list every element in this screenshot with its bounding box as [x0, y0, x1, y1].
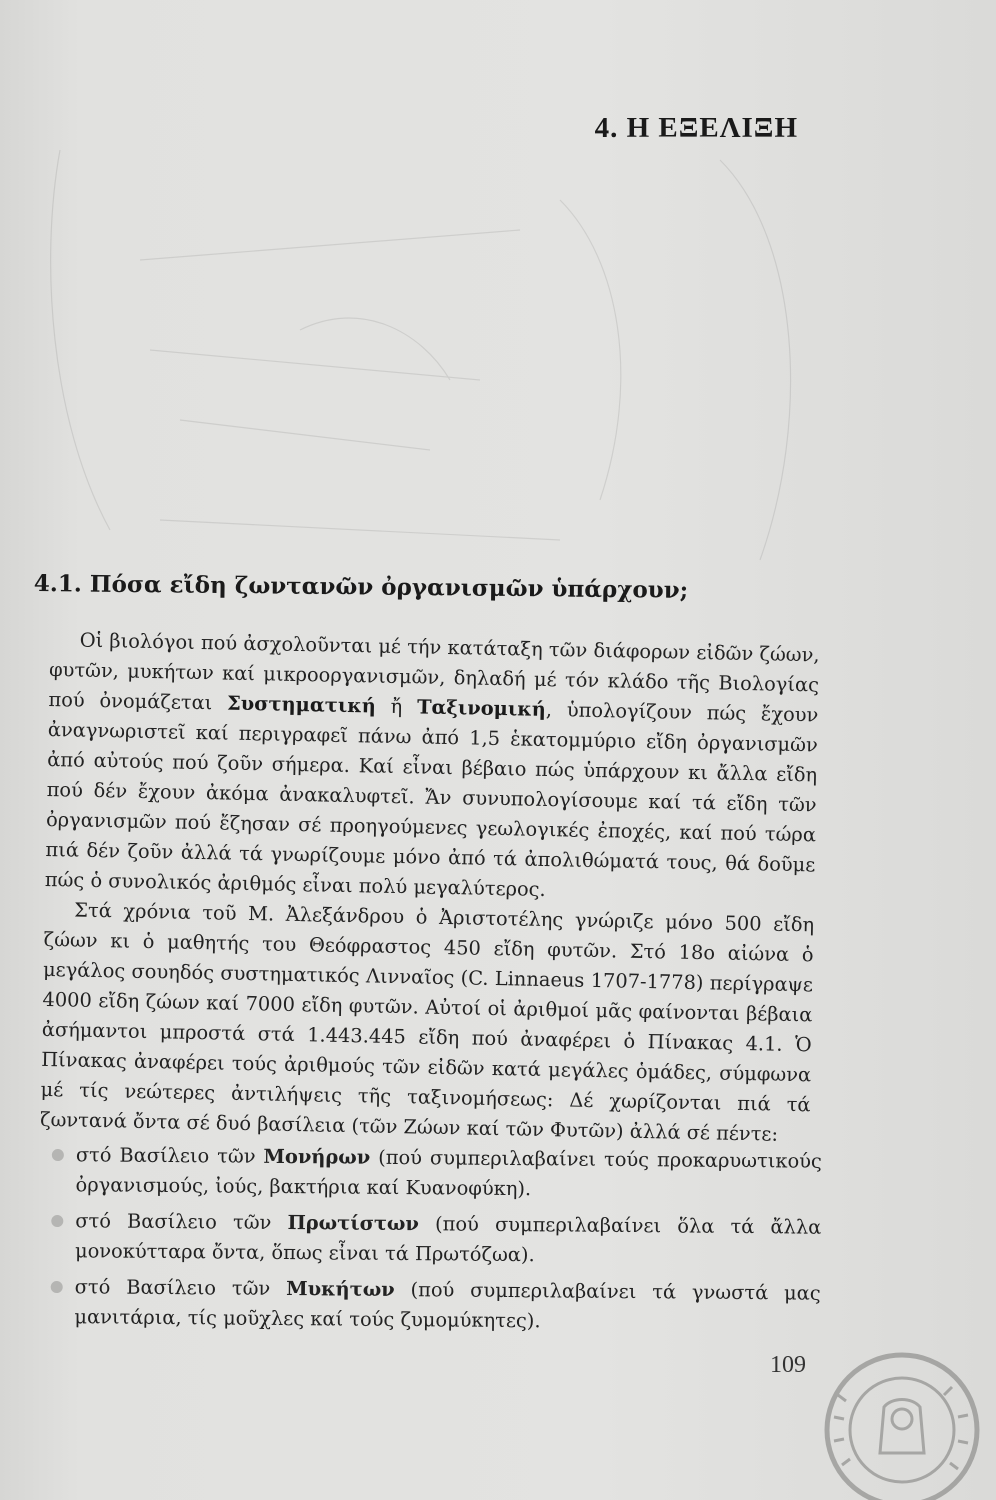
- kingdom-prefix: στό Βασίλειο τῶν: [75, 1209, 288, 1235]
- term-systematics: Συστηματική: [226, 691, 377, 718]
- term-taxonomy: Ταξινομική: [416, 695, 547, 721]
- paragraph-1-or: ἤ: [375, 694, 418, 719]
- paragraph-2: Στά χρόνια τοῦ Μ. Ἀλεξάνδρου ὁ Ἀριστοτέλης γνώριζε μόνο 500 εἴδη ζώων κι ὁ μαθητής του Θεόφραστος 450 εἴδη φυτῶν. Στό 18ο αἰώνα ὁ μεγάλος σουηδός συστηματικός Λινναῖος (C. Linnaeus 1707-1778) περίγραψε 4000 εἴδη ζώων καί 7000 εἴδη φυτῶν. Αὐτοί οἱ ἀριθμοί μᾶς φαίνονται βέβαια ἀσήμαντοι μπροστά στά 1.443.445 εἴδη πού ἀναφέρει ὁ Πίνακας 4.1. Ὁ Πίνακας ἀναφέρει τούς ἀριθμούς τῶν εἰδῶν κατά μεγάλες ὁμάδες, σύμφωνα μέ τίς νεώτερες ἀντιλήψεις τῆς ταξινομήσεως: Δέ χωρίζονται πιά τά ζωντανά ὄντα σέ δυό βασίλεια (τῶν Ζώων καί τῶν Φυτῶν) ἀλλά σέ πέντε:: [39, 898, 815, 1146]
- kingdom-name-fungi: Μυκήτων: [286, 1277, 395, 1301]
- body-text: [40, 625, 820, 1150]
- kingdom-name-monera: Μονήρων: [263, 1144, 371, 1169]
- bleed-through-figure: [0, 0, 996, 600]
- kingdom-description: (πού συμπεριλαβαίνει τά γνωστά μας μανιτάρια, τίς μοῦχλες καί τούς ζυμομύκητες).: [74, 1277, 821, 1333]
- bullet-dot-icon: [51, 1215, 63, 1227]
- kingdom-prefix: στό Βασίλειο τῶν: [75, 1143, 264, 1168]
- chapter-title: 4. Η ΕΞΕΛΙΞΗ: [594, 112, 798, 144]
- bullet-dot-icon: [51, 1281, 63, 1293]
- kingdom-description: (πού συμπεριλαβαίνει τούς προκαρυωτικούς ὀργανισμούς, ἰούς, βακτήρια καί Κυανοφύκη).: [75, 1145, 822, 1201]
- kingdom-name-protista: Πρωτίστων: [287, 1211, 420, 1236]
- list-item: [51, 1140, 821, 1207]
- library-stamp-icon: [812, 1345, 982, 1500]
- kingdom-list: [50, 1140, 822, 1345]
- section-heading: 4.1. Πόσα εἴδη ζωντανῶν ὀργανισμῶν ὑπάρχουν;: [33, 570, 689, 604]
- list-item: [50, 1272, 820, 1339]
- page-number: 109: [770, 1352, 806, 1378]
- paragraph-1: [45, 625, 820, 910]
- kingdom-description: (πού συμπεριλαβαίνει ὅλα τά ἄλλα μονοκύτταρα ὄντα, ὅπως εἶναι τά Πρωτόζωα).: [74, 1212, 822, 1267]
- list-item: [51, 1206, 821, 1273]
- kingdom-prefix: στό Βασίλειο τῶν: [74, 1275, 287, 1301]
- bullet-dot-icon: [52, 1149, 64, 1161]
- paragraph-1-text-b: , ὑπολογίζουν πώς ἔχουν ἀναγνωριστεῖ καί περιγραφεῖ πάνω ἀπό 1,5 ἑκατομμύριο εἴδη ὀργανισμῶν ἀπό αὐτούς πού ζοῦν σήμερα. Καί εἶναι βέβαιο πώς ὑπάρχουν κι ἄλλα εἴδη πού δέν ἔχουν ἀκόμα ἀνακαλυφτεῖ. Ἄν συνυπολογίσουμε καί τά εἴδη τῶν ὀργανισμῶν πού ἔζησαν σέ προηγούμενες γεωλογικές ἐποχές, καί πού τώρα πιά δέν ζοῦν ἀλλά τά γνωρίζουμε μόνο ἀπό τά ἀπολιθώματά τους, θά δοῦμε πώς ὁ συνολικός ἀριθμός εἶναι πολύ μεγαλύτερος.: [44, 697, 819, 901]
- paragraph-1-text-a: Οἱ βιολόγοι πού ἀσχολοῦνται μέ τήν κατάταξη τῶν διάφορων εἰδῶν ζώων, φυτῶν, μυκήτων καί μικροοργανισμῶν, δηλαδή μέ τόν κλάδο τῆς Βιολογίας πού ὀνομάζεται: [48, 628, 820, 715]
